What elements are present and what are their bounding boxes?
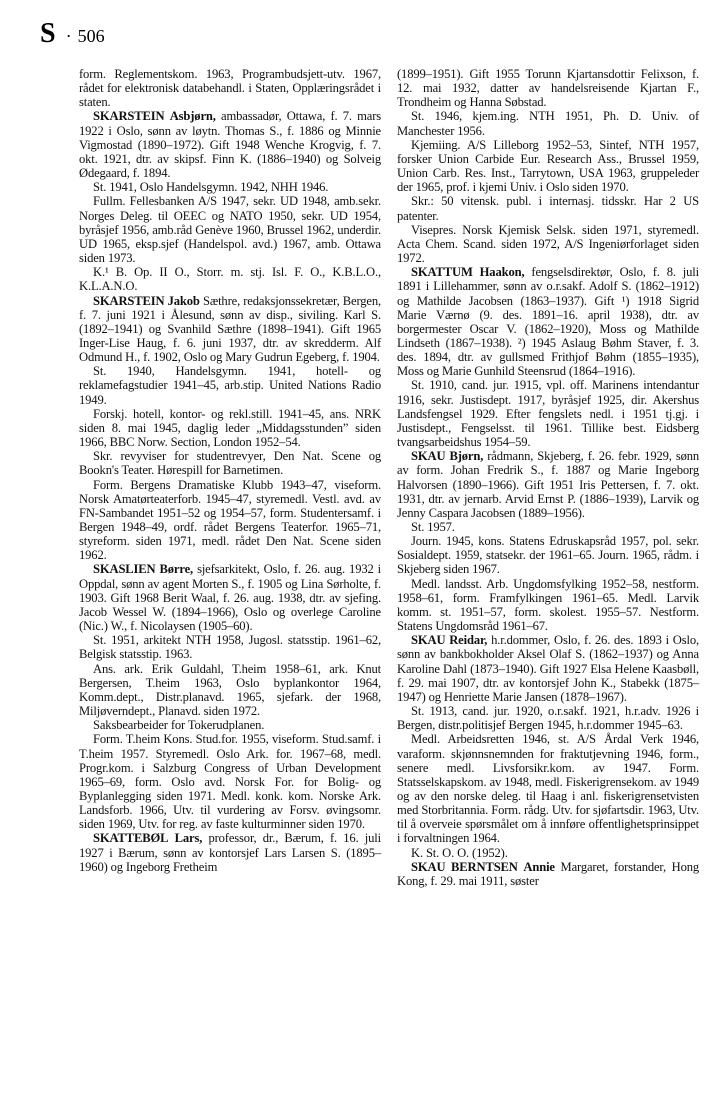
entry-paragraph: St. 1913, cand. jur. 1920, o.r.sakf. 1921, h.r.adv. 1926 i Bergen, distr.politisjef Bergen 1945, h.r.dommer 1945–63. xyxy=(397,704,699,733)
entry-paragraph: Forskj. hotell, kontor- og rekl.still. 1941–45, ans. NRK siden 8. mai 1945, daglig leder „Middagsstunden” siden 1966, BBC Norw. Section, London 1952–54. xyxy=(79,406,381,450)
entry-surname: SKAU xyxy=(411,449,446,464)
entry-paragraph: Medl. landsst. Arb. Ungdomsfylking 1952–58, nestform. 1958–61, form. Framfylkingen 1961–65. Medl. Larvik komm. st. 1951–57, form. skolest. 1955–57. Nestform. Statens Ungdomsråd 1961–67. xyxy=(397,576,699,634)
entry-paragraph: St. 1951, arkitekt NTH 1958, Jugosl. statsstip. 1961–62, Belgisk statsstip. 1963. xyxy=(79,633,381,662)
biography-entry xyxy=(79,562,381,633)
biography-entry xyxy=(397,449,699,520)
entry-surname: SKAU BERNTSEN xyxy=(411,859,518,874)
entry-given-name: Haakon, xyxy=(479,265,525,280)
entry-text: Margaret, forstander, Hong Kong, f. 29. mai 1911, søster xyxy=(397,859,700,888)
entry-paragraph: Fullm. Fellesbanken A/S 1947, sekr. UD 1948, amb.sekr. Norges Deleg. til OEEC og NATO 1950, sekr. UD 1954, byråsjef 1956, amb.råd Genève 1960, Brussel 1962, underdir. UD 1965, eksp.sjef (Handelspol. avd.) 1967, amb. Ottawa siden 1973. xyxy=(79,194,381,266)
biography-entry xyxy=(79,109,381,180)
entry-paragraph: Medl. Arbeidsretten 1946, st. A/S Årdal Verk 1946, varaform. skjønnsnemnden for fraktutjevning 1946, form., senere medl. Livsforsikr.kom. av 1947. Form. Statsselskapskom. av 1948, medl. Fiskerigrensekom. av 1949 og av den norske deleg. til Haag i anl. fiskerigrensetvisten med Storbritannia. Form. rådg. Utv. for sjøfartsdir. 1963, Utv. til å overveie spørsmålet om å innføre offentlighetsprinsippet i forvaltningen 1964. xyxy=(397,732,699,846)
entry-paragraph: Ans. ark. Erik Guldahl, T.heim 1958–61, ark. Knut Bergersen, T.heim 1963, Oslo byplankontor 1964, Komm.dept., Distr.planavd. 1965, sjefark. der 1968, Miljøverndept., Planavd. siden 1972. xyxy=(79,661,381,719)
entry-given-name: Jakob xyxy=(167,293,200,308)
entry-paragraph: St. 1957. xyxy=(411,520,455,534)
entry-text: ambassadør, Ottawa, f. 7. mars 1922 i Oslo, sønn av løytn. Thomas S., f. 1886 og Minnie Vigmostad (1890–1972). Gift 1948 Wenche Krogvig, f. 7. okt. 1921, dtr. av skipsf. Finn K. (1886–1940) og Solveig Ødegaard, f. 1894. xyxy=(79,109,382,181)
right-column xyxy=(397,67,699,888)
entry-given-name: Lars, xyxy=(174,831,203,846)
entry-given-name: Reidar, xyxy=(449,633,488,648)
continued-paragraph: form. Reglementskom. 1963, Programbudsjett-utv. 1967, rådet for elektronisk databehandl. i Staten, Opplæringsrådet i staten. xyxy=(79,67,381,110)
section-letter: S xyxy=(40,18,56,49)
entry-surname: SKASLIEN xyxy=(93,562,156,577)
entry-paragraph: St. 1940, Handelsgymn. 1941, hotell- og reklamefagstudier 1941–45, arb.stip. United Nations Radio 1949. xyxy=(79,364,381,407)
biography-entry xyxy=(397,265,699,378)
entry-text: h.r.dommer, Oslo, f. 26. des. 1893 i Oslo, sønn av bankbokholder Aksel Olaf S. (1862–1937) og Anna Karoline Dahl (1873–1940). Gift 1927 Elsa Helene Kaasbøll, f. 29. mai 1907, dtr. av kontorsjef John K., Stabekk (1875–1947) og Henriette Marie Jansen (1878–1967). xyxy=(397,633,699,704)
entry-paragraph: St. 1941, Oslo Handelsgymn. 1942, NHH 1946. xyxy=(93,180,329,195)
entry-surname: SKARSTEIN xyxy=(93,109,165,124)
entry-paragraph: Skr. revyviser for studentrevyer, Den Nat. Scene og Bookn's Teater. Hørespill for Barnetimen. xyxy=(79,449,381,478)
entry-text: professor, dr., Bærum, f. 16. juli 1927 i Bærum, sønn av kontorsjef Lars Larsen S. (1895–1960) og Ingeborg Fretheim xyxy=(79,831,381,874)
page-header xyxy=(40,18,105,50)
entry-text: Sæthre, redaksjonssekretær, Bergen, f. 7. juni 1921 i Ålesund, sønn av disp., siviling. Karl S. (1892–1941) og Svanhild Sæthre (1898–1941). Gift 1965 Inger-Lise Haug, f. 6. juni 1937, dtr. av skredderm. Alf Odmund H., f. 1902, Oslo og Mary Gudrun Egeberg, f. 1904. xyxy=(79,293,381,365)
entry-paragraph: St. 1946, kjem.ing. NTH 1951, Ph. D. Univ. of Manchester 1956. xyxy=(397,109,699,138)
entry-paragraph: Skr.: 50 vitensk. publ. i internasj. tidsskr. Har 2 US patenter. xyxy=(397,194,699,223)
entry-text: fengselsdirektør, Oslo, f. 8. juli 1891 i Lillehammer, sønn av o.r.sakf. Adolf S. (1862–1912) og Mathilde Jacobsen (1863–1937). Gift ¹) 1918 Sigrid Marie Værnø (9. des. 1891–16. april 1938), dtr. av borgermester Oscar V. (1862–1920), Moss og Mathilde Lindseth (1867–1938). ²) 1945 Aslaug Bøhm Staver, f. 3. des. 1894, dtr. av gullsmed Frithjof Bøhm (1855–1935), Moss og Marie Gunhild Steensrud (1864–1916). xyxy=(397,265,700,379)
entry-text: rådmann, Skjeberg, f. 26. febr. 1929, sønn av form. Johan Fredrik S., f. 1887 og Marie Ingeborg Halvorsen (1890–1966). Gift 1951 Iris Pettersen, f. 7. okt. 1931, dtr. av jernarb. Arvid Ernst P. (1886–1939), Larvik og Jenny Caspara Jacobsen (1889–1956). xyxy=(397,449,700,520)
entry-given-name: Bjørn, xyxy=(449,449,484,464)
entry-surname: SKAU xyxy=(411,633,446,648)
entry-text: sjefsarkitekt, Oslo, f. 26. aug. 1932 i Oppdal, sønn av agent Morten S., f. 1905 og Lina Sørholte, f. 1903. Gift 1968 Berit Waal, f. 26. aug. 1938, dtr. av sjefing. Jacob Wessel W. (1894–1966), Oslo og overlege Caroline (Nic.) W., f. Nicolaysen (1905–60). xyxy=(79,562,382,634)
entry-paragraph: Form. Bergens Dramatiske Klubb 1943–47, viseform. Norsk Amatørteaterforb. 1945–47, styremedl. Vestl. avd. av FN-Sambandet 1951–52 og 1954–57, form. Studentersamf. i Bergen 1948–49, ordf. rådet Bergens Teaterfor. 1965–71, styreform. siden 1971, medl. rådet Den Nat. Scene siden 1962. xyxy=(79,477,381,563)
entry-given-name: Asbjørn, xyxy=(169,109,216,124)
entry-paragraph: K.¹ B. Op. II O., Storr. m. stj. Isl. F. O., K.B.L.O., K.L.A.N.O. xyxy=(79,265,381,294)
entry-surname: SKATTUM xyxy=(411,265,473,280)
entry-given-name: Børre, xyxy=(159,562,194,577)
entry-paragraph: Saksbearbeider for Tokerudplanen. xyxy=(93,718,265,733)
page-number-separator: · xyxy=(65,26,72,46)
left-column xyxy=(79,67,381,874)
continued-paragraph: (1899–1951). Gift 1955 Torunn Kjartansdottir Felixson, f. 12. mai 1932, datter av handelsreisende Kjartan F., Trondheim og Hanna Søbstad. xyxy=(397,67,699,110)
biography-entry xyxy=(397,633,699,704)
entry-paragraph: Journ. 1945, kons. Statens Edruskapsråd 1957, pol. sekr. Sosialdept. 1959, statsekr. der 1961–65. Journ. 1965, rådm. i Skjeberg siden 1967. xyxy=(397,534,699,577)
entry-paragraph: St. 1910, cand. jur. 1915, vpl. off. Marinens intendantur 1916, sekr. Justisdept. 1917, byråsjef 1925, dir. Akershus Landsfengsel 1929. Efter fengslets nedl. i 1951 tj.gj. i Justisdept., Fengselsst. til 1961. Tillike best. Eidsberg tvangsarbeidshus 1954–59. xyxy=(397,378,699,450)
entry-given-name: Annie xyxy=(523,859,555,874)
entry-surname: SKARSTEIN xyxy=(93,293,165,308)
biography-entry xyxy=(79,294,381,365)
entry-paragraph: Kjemiing. A/S Lilleborg 1952–53, Sintef, NTH 1957, forsker Union Carbide Eur. Research Ass., Brussel 1959, Union Carb. Res. Inst., Tarrytown, USA 1963, gruppeleder der 1965, prof. i kjemi Univ. i Oslo siden 1970. xyxy=(397,137,699,195)
page-number: 506 xyxy=(77,26,105,46)
entry-paragraph: K. St. O. O. (1952). xyxy=(411,845,508,860)
biography-entry xyxy=(397,860,699,888)
entry-paragraph: Visepres. Norsk Kjemisk Selsk. siden 1971, styremedl. Acta Chem. Scand. siden 1972, A/S Ingeniørforlaget siden 1972. xyxy=(397,222,699,266)
entry-paragraph: Form. T.heim Kons. Stud.for. 1955, viseform. Stud.samf. i T.heim 1957. Styremedl. Oslo Ark. for. 1967–68, medl. Progr.kom. i Salzburg Congress of Urban Development 1965–69, form. Oslo avd. Norsk For. for Bolig- og Byplanlegging siden 1971. Medl. konk. kom. Norske Ark. Landsforb. 1966, Utv. til vurdering av Forsv. øvingsomr. siden 1969, Utv. for reg. av faste kulturminner siden 1970. xyxy=(79,732,381,832)
entry-surname: SKATTEBØL xyxy=(93,831,169,846)
biography-entry xyxy=(79,831,381,873)
